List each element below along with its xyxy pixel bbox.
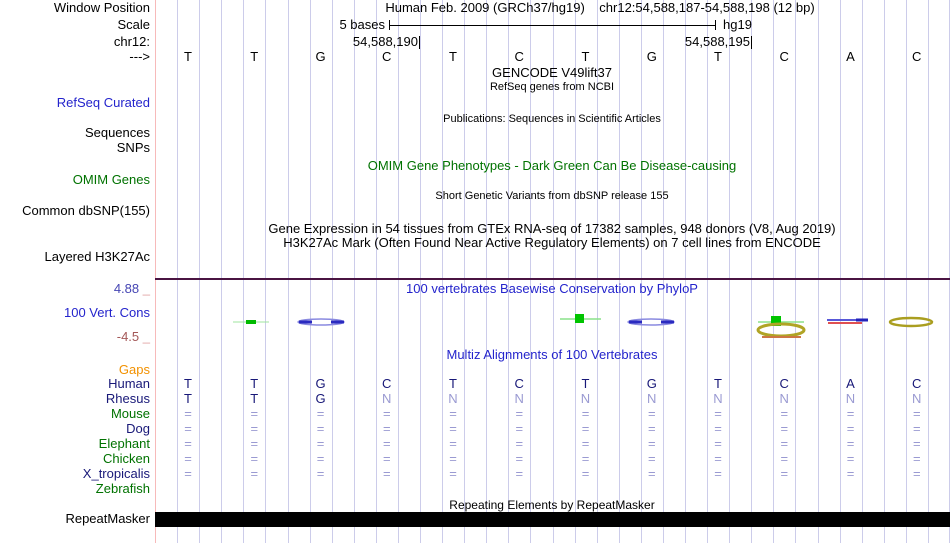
alignment-cell-x-tropicalis: = bbox=[912, 466, 921, 481]
alignment-cell-rhesus: N bbox=[382, 391, 392, 406]
species-label-gaps[interactable]: Gaps bbox=[118, 362, 150, 377]
alignment-cell-chicken: = bbox=[449, 451, 457, 466]
sequence-base: C bbox=[514, 49, 524, 64]
alignment-cell-dog: = bbox=[581, 421, 590, 436]
sequence-base: T bbox=[714, 49, 722, 64]
position-range: chr12:54,588,187-54,588,198 (12 bp) bbox=[599, 0, 815, 15]
left-label-window-position: Window Position bbox=[53, 0, 150, 15]
alignment-cell-rhesus: N bbox=[580, 391, 591, 406]
sequence-base: G bbox=[646, 49, 657, 64]
alignment-cell-dog: = bbox=[647, 421, 656, 436]
alignment-cell-mouse: = bbox=[250, 406, 259, 421]
sequence-base: A bbox=[846, 49, 855, 64]
alignment-cell-human: T bbox=[581, 376, 590, 391]
alignment-cell-human: C bbox=[779, 376, 789, 391]
alignment-cell-dog: = bbox=[316, 421, 325, 436]
alignment-cell-x-tropicalis: = bbox=[515, 466, 524, 481]
alignment-cell-x-tropicalis: = bbox=[250, 466, 259, 481]
species-label-x-tropicalis[interactable]: X_tropicalis bbox=[82, 466, 150, 481]
alignment-cell-elephant: = bbox=[912, 436, 921, 451]
sequence-base: T bbox=[581, 49, 590, 64]
alignment-cell-rhesus: N bbox=[713, 391, 723, 406]
alignment-cell-elephant: = bbox=[780, 436, 789, 451]
alignment-cell-rhesus: N bbox=[514, 391, 524, 406]
alignment-cell-x-tropicalis: = bbox=[581, 466, 590, 481]
alignment-cell-x-tropicalis: = bbox=[316, 466, 325, 481]
alignment-cell-x-tropicalis: = bbox=[382, 466, 391, 481]
alignment-cell-mouse: = bbox=[316, 406, 325, 421]
species-label-human[interactable]: Human bbox=[108, 376, 150, 391]
alignment-cell-mouse: = bbox=[515, 406, 524, 421]
publications-track-title[interactable]: Publications: Sequences in Scientific Articles bbox=[443, 113, 661, 125]
assembly-title: Human Feb. 2009 (GRCh37/hg19) bbox=[385, 0, 585, 15]
alignment-cell-human: T bbox=[449, 376, 457, 391]
alignment-cell-chicken: = bbox=[382, 451, 391, 466]
phylop-min-label: -4.5 _ bbox=[116, 329, 150, 344]
alignment-cell-human: C bbox=[912, 376, 922, 391]
alignment-cell-human: C bbox=[382, 376, 392, 391]
left-label-strand-arrow: ---> bbox=[129, 49, 150, 64]
phylop-glyph-ellipse bbox=[890, 318, 932, 326]
alignment-cell-x-tropicalis: = bbox=[184, 466, 192, 481]
alignment-cell-mouse: = bbox=[647, 406, 656, 421]
alignment-cell-dog: = bbox=[184, 421, 192, 436]
sequence-base: T bbox=[449, 49, 457, 64]
sequence-base: C bbox=[912, 49, 922, 64]
left-label-chr12: chr12: bbox=[113, 34, 150, 49]
left-label-repeatmasker[interactable]: RepeatMasker bbox=[65, 511, 150, 526]
left-label-layered-h3k27ac[interactable]: Layered H3K27Ac bbox=[44, 249, 150, 264]
alignment-cell-x-tropicalis: = bbox=[780, 466, 789, 481]
alignment-cell-mouse: = bbox=[912, 406, 921, 421]
alignment-cell-elephant: = bbox=[714, 436, 722, 451]
alignment-cell-x-tropicalis: = bbox=[714, 466, 722, 481]
phylop-max-label: 4.88 _ bbox=[113, 281, 150, 296]
alignment-cell-mouse: = bbox=[449, 406, 457, 421]
omim-phenotypes-track-title[interactable]: OMIM Gene Phenotypes - Dark Green Can Be Disease-causing bbox=[367, 158, 737, 173]
alignment-cell-human: C bbox=[514, 376, 524, 391]
alignment-cell-chicken: = bbox=[515, 451, 524, 466]
alignment-cell-chicken: = bbox=[581, 451, 590, 466]
sequence-base: T bbox=[184, 49, 192, 64]
alignment-cell-rhesus: T bbox=[250, 391, 259, 406]
alignment-cell-mouse: = bbox=[780, 406, 789, 421]
refseq-track-subtitle[interactable]: RefSeq genes from NCBI bbox=[489, 81, 615, 93]
phylop-min-tick: _ bbox=[142, 329, 150, 344]
scale-label: 5 bases bbox=[339, 17, 385, 32]
sequence-base: C bbox=[779, 49, 789, 64]
gtex-track-title[interactable]: Gene Expression in 54 tissues from GTEx RNA-seq of 17382 samples, 948 donors (V8, Aug 2019) bbox=[268, 221, 836, 236]
alignment-cell-elephant: = bbox=[846, 436, 855, 451]
alignment-cell-mouse: = bbox=[714, 406, 722, 421]
species-label-dog[interactable]: Dog bbox=[126, 421, 150, 436]
species-label-chicken[interactable]: Chicken bbox=[103, 451, 150, 466]
alignment-cell-rhesus: G bbox=[315, 391, 326, 406]
alignment-cell-chicken: = bbox=[647, 451, 656, 466]
alignment-cell-dog: = bbox=[780, 421, 789, 436]
h3k27ac-track-title[interactable]: H3K27Ac Mark (Often Found Near Active Regulatory Elements) on 7 cell lines from ENCODE bbox=[283, 235, 821, 250]
alignment-cell-dog: = bbox=[250, 421, 259, 436]
alignment-cell-mouse: = bbox=[581, 406, 590, 421]
alignment-cell-elephant: = bbox=[382, 436, 391, 451]
alignment-cell-chicken: = bbox=[316, 451, 325, 466]
dbsnp-track-title[interactable]: Short Genetic Variants from dbSNP release 155 bbox=[435, 190, 669, 202]
alignment-cell-rhesus: T bbox=[184, 391, 192, 406]
alignment-cell-elephant: = bbox=[449, 436, 457, 451]
alignment-cell-chicken: = bbox=[714, 451, 722, 466]
alignment-cell-rhesus: N bbox=[448, 391, 458, 406]
phylop-max-tick: _ bbox=[142, 281, 150, 296]
alignment-cell-mouse: = bbox=[184, 406, 192, 421]
alignment-cell-mouse: = bbox=[382, 406, 391, 421]
left-label-omim-genes[interactable]: OMIM Genes bbox=[72, 172, 150, 187]
phylop-glyph-rect bbox=[575, 314, 584, 323]
alignment-cell-x-tropicalis: = bbox=[846, 466, 855, 481]
alignment-cell-dog: = bbox=[912, 421, 921, 436]
alignment-cell-human: A bbox=[846, 376, 855, 391]
alignment-cell-elephant: = bbox=[316, 436, 325, 451]
alignment-cell-x-tropicalis: = bbox=[449, 466, 457, 481]
left-label-refseq-curated[interactable]: RefSeq Curated bbox=[56, 95, 150, 110]
alignment-cell-rhesus: N bbox=[912, 391, 922, 406]
alignment-cell-elephant: = bbox=[250, 436, 259, 451]
alignment-cell-chicken: = bbox=[184, 451, 192, 466]
alignment-cell-dog: = bbox=[382, 421, 391, 436]
alignment-cell-human: T bbox=[714, 376, 722, 391]
alignment-cell-rhesus: N bbox=[779, 391, 789, 406]
alignment-cell-human: G bbox=[646, 376, 657, 391]
alignment-cell-elephant: = bbox=[647, 436, 656, 451]
ruler-left-coordinate: 54,588,190 bbox=[352, 34, 418, 49]
alignment-cell-dog: = bbox=[846, 421, 855, 436]
alignment-cell-chicken: = bbox=[846, 451, 855, 466]
alignment-cell-chicken: = bbox=[780, 451, 789, 466]
species-label-zebrafish[interactable]: Zebrafish bbox=[95, 481, 150, 496]
repeatmasker-track-title[interactable]: Repeating Elements by RepeatMasker bbox=[449, 498, 655, 512]
ruler-right-coordinate: 54,588,195 bbox=[684, 34, 750, 49]
alignment-cell-rhesus: N bbox=[647, 391, 657, 406]
alignment-cell-dog: = bbox=[449, 421, 457, 436]
alignment-cell-elephant: = bbox=[184, 436, 192, 451]
left-label-common-dbsnp-155[interactable]: Common dbSNP(155) bbox=[22, 203, 150, 218]
species-label-mouse[interactable]: Mouse bbox=[110, 406, 150, 421]
alignment-cell-mouse: = bbox=[846, 406, 855, 421]
alignment-cell-chicken: = bbox=[250, 451, 259, 466]
alignment-cell-human: T bbox=[250, 376, 259, 391]
phylop-track-title[interactable]: 100 vertebrates Basewise Conservation by PhyloP bbox=[406, 281, 698, 296]
alignment-cell-elephant: = bbox=[515, 436, 524, 451]
alignment-cell-dog: = bbox=[515, 421, 524, 436]
alignment-cell-dog: = bbox=[714, 421, 722, 436]
sequence-base: G bbox=[315, 49, 326, 64]
alignment-cell-x-tropicalis: = bbox=[647, 466, 656, 481]
alignment-cell-chicken: = bbox=[912, 451, 921, 466]
left-label-sequences[interactable]: Sequences bbox=[84, 125, 150, 140]
species-label-elephant[interactable]: Elephant bbox=[98, 436, 150, 451]
left-label-scale: Scale bbox=[117, 17, 150, 32]
alignment-cell-human: G bbox=[315, 376, 326, 391]
sequence-base: T bbox=[250, 49, 259, 64]
multiz-track-title[interactable]: Multiz Alignments of 100 Vertebrates bbox=[446, 347, 658, 362]
sequence-base: C bbox=[382, 49, 392, 64]
alignment-cell-human: T bbox=[184, 376, 192, 391]
left-label-snps[interactable]: SNPs bbox=[116, 140, 150, 155]
alignment-cell-rhesus: N bbox=[845, 391, 856, 406]
alignment-cell-elephant: = bbox=[581, 436, 590, 451]
left-label-100-vert-cons[interactable]: 100 Vert. Cons bbox=[64, 305, 150, 320]
species-label-rhesus[interactable]: Rhesus bbox=[105, 391, 150, 406]
assembly-tag: hg19 bbox=[723, 17, 752, 32]
gencode-track-title[interactable]: GENCODE V49lift37 bbox=[492, 65, 612, 80]
phylop-glyph-rect bbox=[246, 320, 256, 324]
